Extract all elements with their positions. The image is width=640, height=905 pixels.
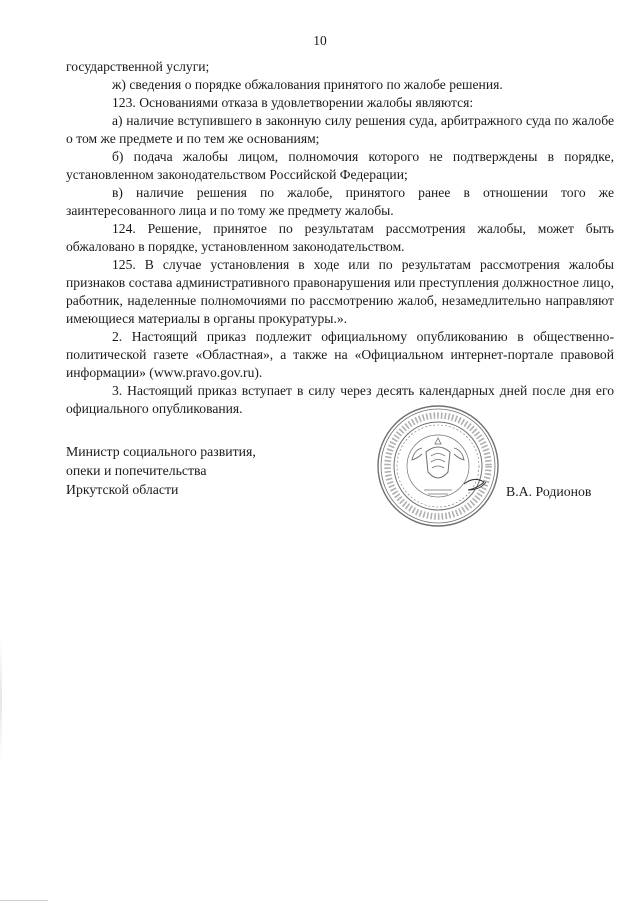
paragraph: а) наличие вступившего в законную силу решения суда, арбитражного суда по жалобе о том же предмете и по тем же основаниям; xyxy=(66,113,614,146)
page-number: 10 xyxy=(313,33,327,48)
signatory-name: В.А. Родионов xyxy=(506,484,592,499)
scan-edge-line xyxy=(0,900,48,901)
official-seal-icon xyxy=(376,404,500,528)
signatory-title-line: Министр социального развития, xyxy=(66,444,256,459)
paragraph: 125. В случае установления в ходе или по результатам рассмотрения жалобы признаков состава административного правонарушения или преступления должностное лицо, работник, наделенные полномочиями по рассмотрению жалоб, незамедлительно направляют имеющиеся материалы в органы прокуратуры.». xyxy=(66,257,614,326)
signatory-title-line: опеки и попечительства xyxy=(66,463,207,478)
paragraph: в) наличие решения по жалобе, принятого ранее в отношении того же заинтересованного лица и по тому же предмету жалобы. xyxy=(66,185,614,218)
paragraph: 3. Настоящий приказ вступает в силу через десять календарных дней после дня его официального опубликования. xyxy=(66,383,614,416)
document-body xyxy=(66,58,614,418)
signatory-title xyxy=(66,442,256,499)
paragraph: б) подача жалобы лицом, полномочия которого не подтверждены в порядке, установленном законодательством Российской Федерации; xyxy=(66,149,614,182)
paragraph: 123. Основаниями отказа в удовлетворении жалобы являются: xyxy=(112,95,474,110)
paragraph: государственной услуги; xyxy=(66,59,210,74)
paragraph: 2. Настоящий приказ подлежит официальному опубликованию в общественно-политической газете «Областная», а также на «Официальном интернет-портале правовой информации» (www.pravo.gov.ru). xyxy=(66,329,614,380)
scan-edge-mark xyxy=(0,640,2,760)
signatory-title-line: Иркутской области xyxy=(66,482,179,497)
paragraph: 124. Решение, принятое по результатам рассмотрения жалобы, может быть обжаловано в порядке, установленном законодательством. xyxy=(66,221,614,254)
paragraph: ж) сведения о порядке обжалования принятого по жалобе решения. xyxy=(112,77,503,92)
